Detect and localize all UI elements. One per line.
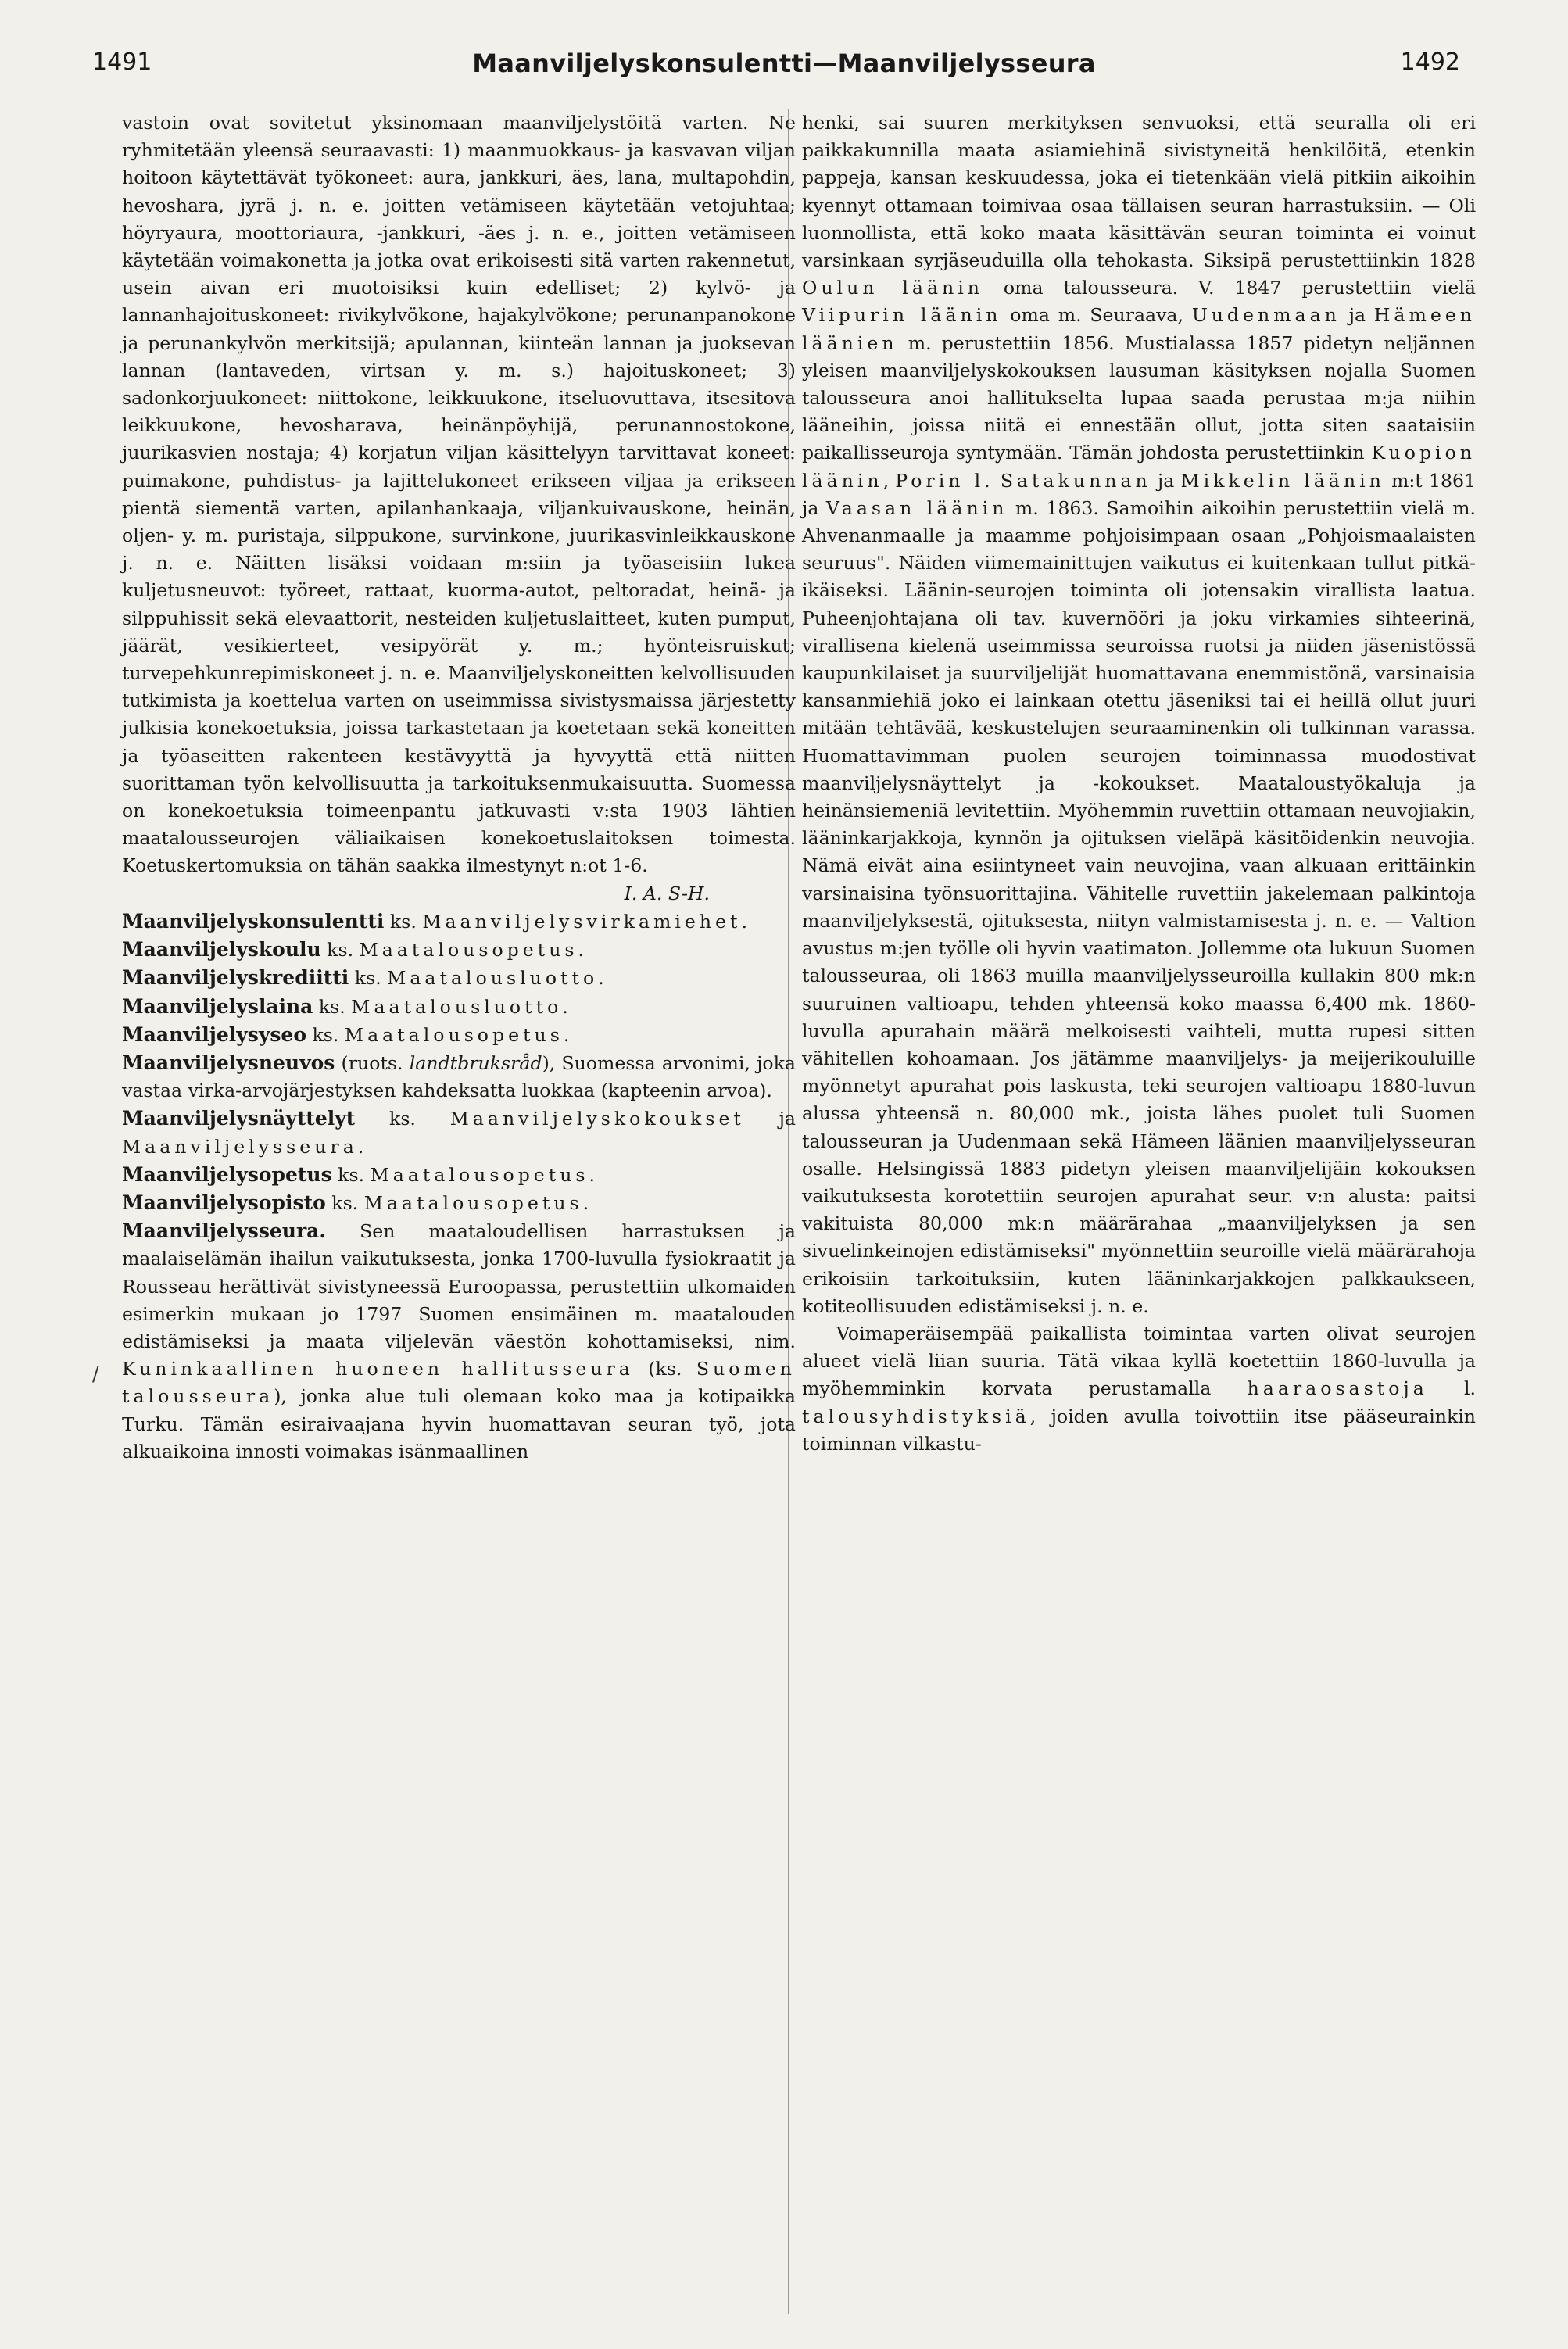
spaced-name: Hämeen läänien	[802, 304, 1476, 354]
machinery-paragraph: vastoin ovat sovitetut yksinomaan maanviljelystöitä varten. Ne ryhmitetään yleensä seuraavasti: 1) maanmuokkaus- ja kasvavan viljan hoitoon käytettävät työkoneet: aura, jankkuri, äes, lana, multapohdin, hevoshara, jyrä j. n. e. joitten vetämiseen käytetään vetojuhtaa; höyryaura, moottoriaura, -jankkuri, -äes j. n. e., joitten vetämiseen käytetään voimakonetta ja jotka ovat erikoisesti sitä varten rakennetut, usein aivan eri muotoisiksi kuin edelliset; 2) kylvö- ja lannanhajoituskoneet: rivikylvökone, hajakylvökone; perunanpanokone ja perunankylvön merkitsijä; apulannan, kiinteän lannan ja juoksevan lannan (lantaveden, virtsan y. m. s.) hajoituskoneet; 3) sadonkorjuukoneet: niittokone, leikkuukone, itseluovuttava, itsesitova leikkuukone, hevosharava, heinänpöyhijä, perunannostokone, juurikasvien nostaja; 4) korjatun viljan käsittelyyn tarvittavat koneet: puimakone, puhdistus- ja lajittelukoneet erikseen viljaa ja erikseen pientä siementä varten, apilanhankaaja, viljankuivauskone, heinän, oljen- y. m. puristaja, silppukone, survinkone, juurikasvinleikkauskone j. n. e. Näitten lisäksi voidaan m:siin ja työaseisiin lukea kuljetusneuvot: työreet, rattaat, kuorma-autot, peltoradat, heinä- ja silppuhissit sekä elevaattorit, nesteiden kuljetuslaitteet, kuten pumput, jäärät, vesikierteet, vesipyörät y. m.; hyönteisruiskut; turvepehkunrepimiskoneet j. n. e. Maanviljelyskoneitten kelvollisuuden tutkimista ja koettelua varten on useimmissa sivistysmaissa järjestetty julkisia konekoetuksia, joissa tarkastetaan ja koetetaan sekä koneitten ja työaseitten rakenteen kestävyyttä ja hyvyyttä että niitten suorittaman työn kelvollisuutta ja tarkoituksenmukaisuutta. Suomessa on konekoetuksia toimeenpantu jatkuvasti v:sta 1903 lähtien maatalousseurojen väliaikaisen konekoetuslaitoksen toimesta. Koetuskertomuksia on tähän saakka ilmestynyt n:ot 1-6.	[122, 112, 796, 877]
author-signature: I. A. S-H.	[624, 882, 710, 904]
entry-neuvos: Maanviljelysneuvos (ruots. landtbruksråd), Suomessa arvonimi, joka vastaa virka-arvojärjestyksen kahdeksatta luokkaa (kapteenin arvoa).	[122, 1051, 796, 1102]
spaced-name: Kuopion läänin	[802, 442, 1476, 492]
spaced-name: haaraosastoja	[1247, 1377, 1428, 1400]
page-number-left: 1491	[92, 48, 152, 76]
entry-koulu: Maanviljelyskoulu ks. Maatalousopetus.	[122, 938, 585, 961]
page-number-right: 1492	[1400, 48, 1460, 76]
spaced-name: Mikkelin läänin	[1180, 469, 1385, 492]
running-title: Maanviljelyskonsulentti—Maanviljelysseura	[472, 48, 1096, 78]
entry-term: Maanviljelysyseo	[122, 1022, 306, 1046]
entry-nayttelyt: Maanviljelysnäyttelyt ks. Maanviljelyskokoukset ja Maanviljelysseura.	[122, 1107, 797, 1158]
entry-opetus: Maanviljelysopetus ks. Maatalousopetus.	[122, 1162, 596, 1186]
branch-paragraph: Voimaperäisempää paikallista toimintaa varten olivat seurojen alueet vielä liian suuria. Tätä vikaa kyllä koetettiin 1860-luvulla ja myöhemminkin korvata perustamalla haaraosastoja l. talousyhdistyksiä, joiden avulla toivottiin itse pääseurainkin toiminnan vilkastu-	[802, 1322, 1476, 1455]
entry-term: Maanviljelysseura.	[122, 1219, 327, 1243]
entry-opisto: Maanviljelysopisto ks. Maatalousopetus.	[122, 1191, 589, 1214]
spaced-name: Suomen talousseura	[122, 1358, 796, 1408]
page-header	[0, 48, 1568, 95]
swedish-term: landtbruksråd	[409, 1051, 542, 1074]
entry-laina: Maanviljelyslaina ks. Maatalousluotto.	[122, 994, 568, 1018]
spaced-name: Uudenmaan	[1191, 304, 1341, 327]
entry-term: Maanviljelysopetus	[122, 1162, 332, 1186]
cross-reference: Maatalousluotto	[387, 967, 599, 990]
cross-reference: Maatalousopetus	[370, 1163, 589, 1186]
spaced-name: Viipurin läänin	[802, 304, 1002, 327]
entry-term: Maanviljelyskrediitti	[122, 966, 349, 990]
spaced-name: talousyhdistyksiä	[802, 1405, 1030, 1427]
entry-term: Maanviljelyskoulu	[122, 938, 321, 961]
cross-reference: Maatalousopetus	[344, 1023, 564, 1046]
spaced-name: Oulun läänin	[802, 277, 983, 299]
history-paragraph: henki, sai suuren merkityksen senvuoksi, että seuralla oli eri paikkakunnilla maata asiamiehinä sivistyneitä henkilöitä, etenkin pappeja, kansan keskuudessa, joka ei tietenkään vielä pitkiin aikoihin kyennyt ottamaan toimivaa osaa tällaisen seuran harrastuksiin. — Oli luonnollista, että koko maata käsittävän seuran toiminta ei voinut varsinkaan syrjäseuduilla olla tehokasta. Siksipä perustettiinkin 1828 Oulun läänin oma talousseura. V. 1847 perustettiin vielä Viipurin läänin oma m. Seuraava, Uudenmaan ja Hämeen läänien m. perustettiin 1856. Mustialassa 1857 pidetyn neljännen yleisen maanviljelyskokouksen lausuman käsityksen nojalla Suomen talousseura anoi hallitukselta lupaa saada perustaa m:ja niihin lääneihin, joissa niitä ei ennestään ollut, jotta siten saataisiin paikallisseuroja syntymään. Tämän johdosta perustettiinkin Kuopion läänin, Porin l. Satakunnan ja Mikkelin läänin m:t 1861 ja Vaasan läänin m. 1863. Samoihin aikoihin perustettiin vielä m. Ahvenanmaalle ja maamme pohjoisimpaan osaan „Pohjoismaalaisten seuruus". Näiden viimemainittujen vaikutus ei kuitenkaan tullut pitkä-ikäiseksi. Läänin-seurojen toiminta oli jotensakin virallista laatua. Puheenjohtajana oli tav. kuvernööri ja joku virkamies sihteerinä, virallisena kielenä useimmissa seuroissa ruotsi ja niiden jäsenistössä kaupunkilaiset ja suurviljelijät huomattavana enemmistönä, varsinaisia kansanmiehiä joko ei lainkaan otettu jäseniksi tai ei heillä ollut juuri mitään tehtävää, keskustelujen seuraaminenkin oli tulkinnan varassa. Huomattavimman puolen seurojen toiminnassa muodostivat maanviljelysnäyttelyt ja -kokoukset. Maataloustyökaluja ja heinänsiemeniä levitettiin. Myöhemmin ruvettiin ottamaan neuvojiakin, lääninkarjakkoja, kynnön ja ojituksen vieläpä käsitöidenkin neuvojia. Nämä eivät aina esiintyneet vain neuvojina, vaan alkuaan erittäinkin varsinaisina työnsuorittajina. Vähitelle ruvettiin jakelemaan palkintoja maanviljelyksestä, ojituksesta, niityn valmistamisesta j. n. e. — Valtion avustus m:jen työlle oli hyvin vaatimaton. Jollemme ota lukuun Suomen talousseuraa, oli 1863 muilla maanviljelysseuroilla kullakin 800 mk:n suuruinen valtioapu, tehden yhteensä koko maassa 6,400 mk. 1860-luvulla apurahain määrä melkoisesti vaihteli, mutta rupesi sitten vähitellen kohoamaan. Jos jätämme maanviljelys- ja meijerikouluille myönnetyt apurahat pois laskusta, teki seurojen valtioapu 1880-luvun alussa yhteensä n. 80,000 mk., joista lähes puolet tuli Suomen talousseuran ja Uudenmaan sekä Hämeen läänien maanviljelysseuran osalle. Helsingissä 1883 pidetyn yleisen maanviljelijäin kokouksen vaikutuksesta korotettiin seurojen apurahat seur. v:n alusta: paitsi vakituista 80,000 mk:n määrärahaa „maanviljelyksen ja sen sivuelinkeinojen edistämiseksi" myönnettiin seuroille vielä määrärahoja erikoisiin tarkoituksiin, kuten lääninkarjakkojen palkkaukseen, kotiteollisuuden edistämiseksi j. n. e.	[802, 112, 1477, 1317]
entry-lyseo: Maanviljelysyseo ks. Maatalousopetus.	[122, 1022, 570, 1046]
spaced-name: Satakunnan	[1000, 469, 1151, 492]
right-column	[802, 109, 1476, 1458]
entry-seura: Maanviljelysseura. Sen maataloudellisen harrastuksen ja maalaiselämän ihailun vaikutuksesta, jonka 1700-luvulla fysiokraatit ja Rousseau herättivät sivistyneessä Euroopassa, perustettiin ulkomaiden esimerkin mukaan jo 1797 Suomen ensimäinen m. maatalouden edistämiseksi ja maata viljelevän väestön kohottamiseksi, nim. Kuninkaallinen huoneen hallitusseura (ks. Suomen talousseura), jonka alue tuli olemaan koko maa ja kotipaikka Turku. Tämän esiraivaajana hyvin huomattavan seuran työ, jota alkuaikoina innosti voimakas isänmaallinen	[122, 1219, 796, 1463]
cross-reference: Maatalousopetus	[363, 1191, 583, 1214]
entry-konsulentti: Maanviljelyskonsulentti ks. Maanviljelysvirkamiehet.	[122, 909, 748, 933]
entry-term: Maanviljelysneuvos	[122, 1051, 335, 1074]
spaced-name: Porin l.	[895, 469, 994, 492]
spaced-name: Kuninkaallinen huoneen hallitusseura	[122, 1358, 634, 1380]
cross-reference: Maanviljelysseura	[122, 1135, 358, 1158]
entry-term: Maanviljelysopisto	[122, 1191, 326, 1214]
cross-reference: Maanviljelyskokoukset	[449, 1108, 745, 1130]
spaced-name: Vaasan läänin	[825, 496, 1008, 519]
cross-reference: Maatalousluotto	[351, 995, 563, 1018]
left-column	[122, 109, 796, 1466]
entry-term: Maanviljelyslaina	[122, 994, 313, 1018]
cross-reference: Maanviljelysvirkamiehet	[422, 910, 742, 933]
entry-krediitti: Maanviljelyskrediitti ks. Maatalousluotto.	[122, 966, 604, 990]
margin-mark: /	[92, 1362, 99, 1386]
entry-term: Maanviljelysnäyttelyt	[122, 1107, 356, 1130]
entry-term: Maanviljelyskonsulentti	[122, 909, 385, 933]
cross-reference: Maatalousopetus	[359, 939, 578, 961]
